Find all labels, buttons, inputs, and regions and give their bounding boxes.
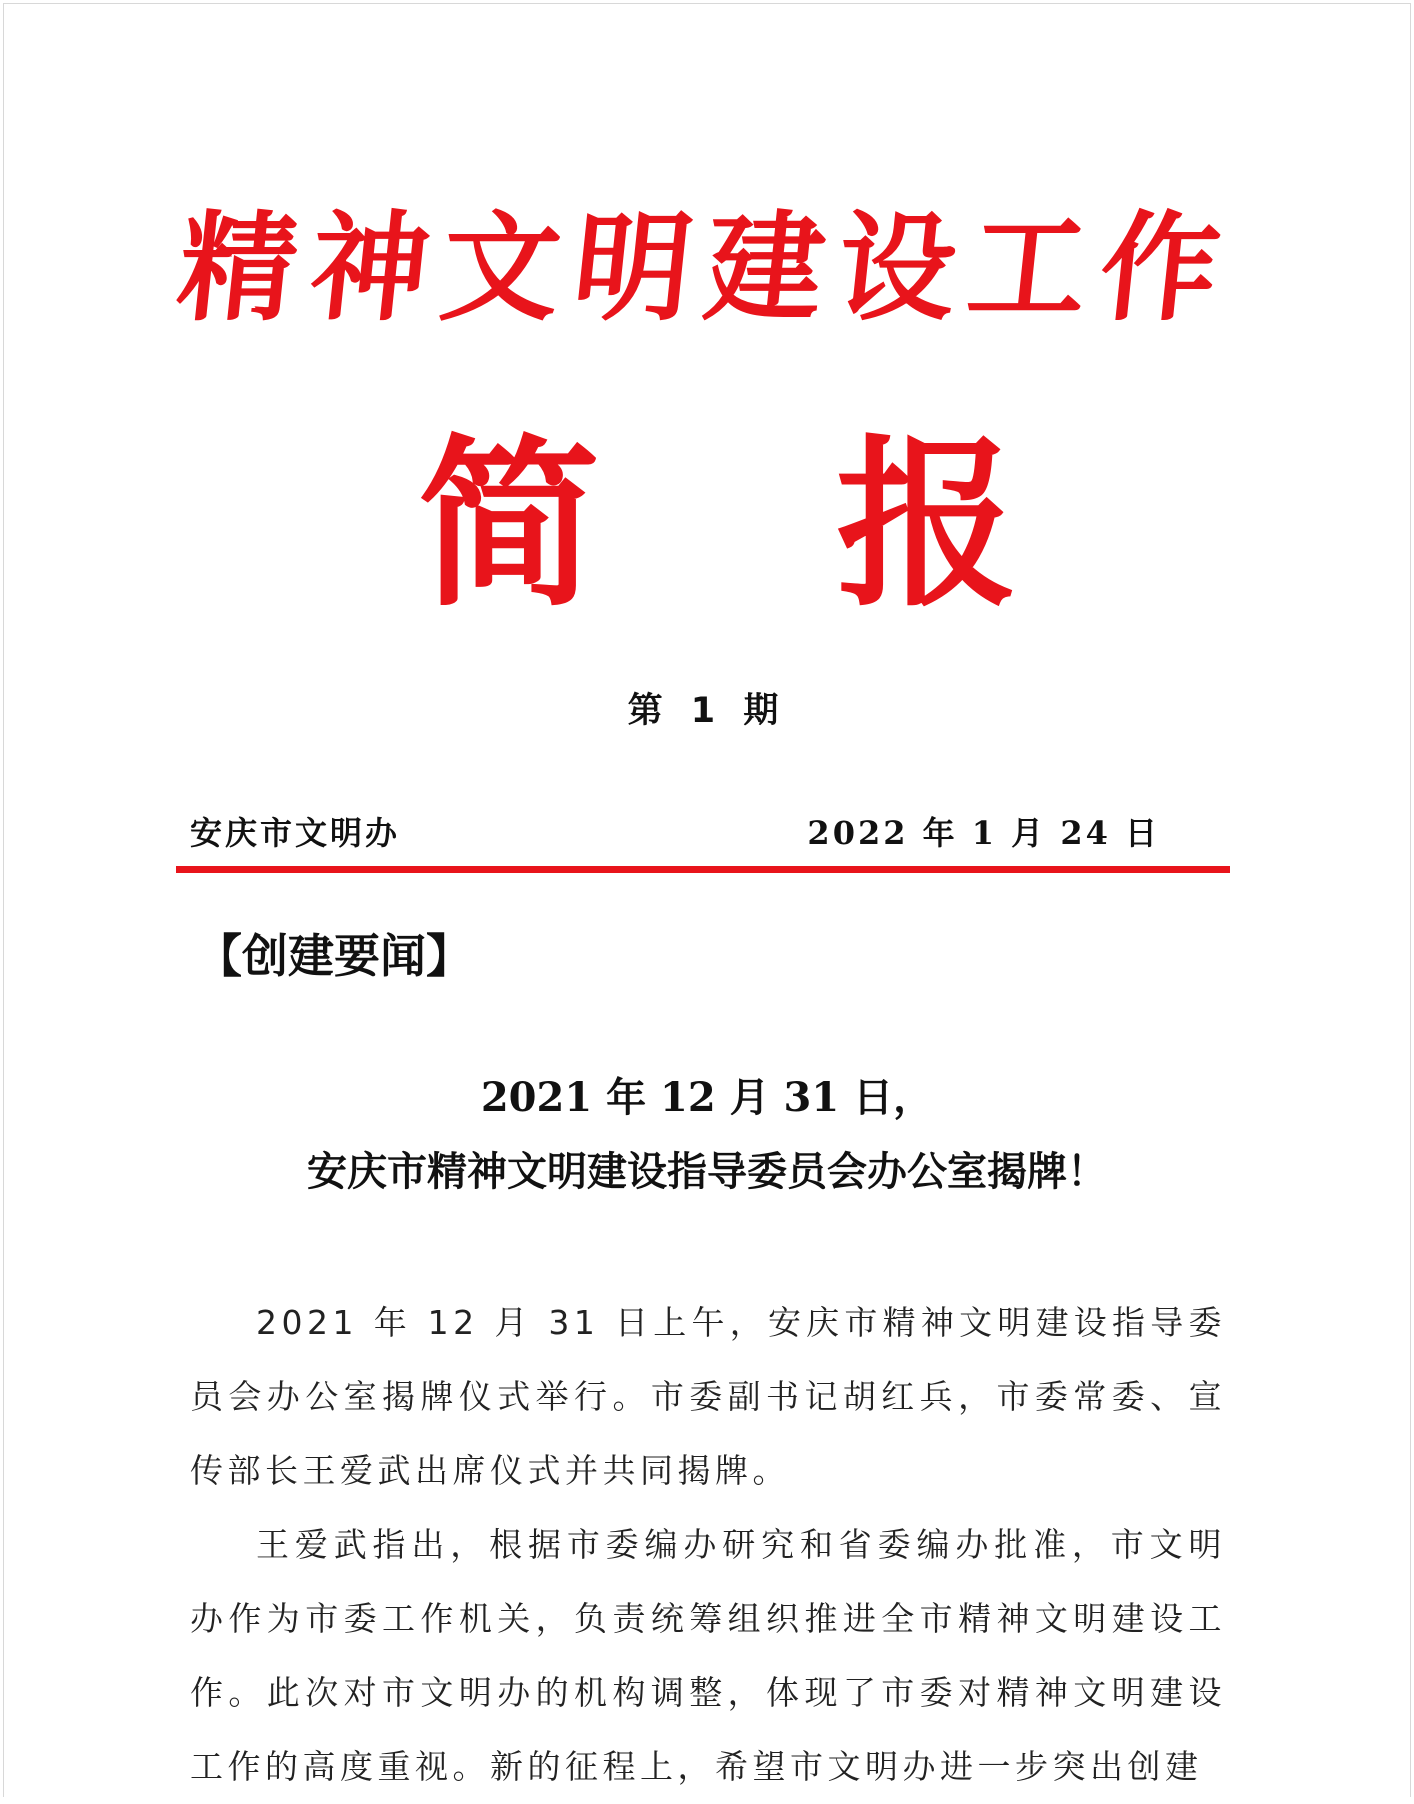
issue-date: 2022 年 1 月 24 日 [807, 814, 1160, 852]
article-headline-line2: 安庆市精神文明建设指导委员会办公室揭牌！ [307, 1148, 1107, 1195]
article-headline-line1: 2021 年 12 月 31 日， [480, 1074, 934, 1121]
masthead-char: 建 [698, 198, 832, 337]
masthead-char: 作 [1093, 198, 1227, 337]
masthead-char: 明 [566, 198, 700, 337]
masthead-char: 文 [435, 198, 568, 337]
masthead-title [171, 178, 1227, 338]
masthead-char: 设 [830, 198, 963, 337]
red-divider [176, 866, 1230, 873]
masthead-char: 神 [303, 198, 437, 337]
masthead-char: 工 [961, 198, 1095, 337]
issue-number: 第 1 期 [627, 691, 787, 731]
article-body [190, 1286, 1226, 1804]
masthead-char: 精 [171, 198, 305, 337]
section-title: 【创建要闻】 [196, 929, 472, 983]
subtitle-char: 简 [418, 416, 600, 631]
article-paragraph: 王爱武指出，根据市委编办研究和省委编办批准，市文明办作为市委工作机关，负责统筹组织推进全市精神文明建设工作。此次对市文明办的机构调整，体现了市委对精神文明建设工作的高度重视。新的征程上，希望市文明办进一步突出创建 [190, 1525, 1226, 1786]
subtitle-char: 报 [836, 416, 1018, 631]
article-paragraph: 2021 年 12 月 31 日上午，安庆市精神文明建设指导委员会办公室揭牌仪式举行。市委副书记胡红兵，市委常委、宣传部长王爱武出席仪式并共同揭牌。 [190, 1303, 1226, 1490]
issuer-name: 安庆市文明办 [190, 814, 401, 852]
masthead-subtitle [418, 410, 1018, 631]
